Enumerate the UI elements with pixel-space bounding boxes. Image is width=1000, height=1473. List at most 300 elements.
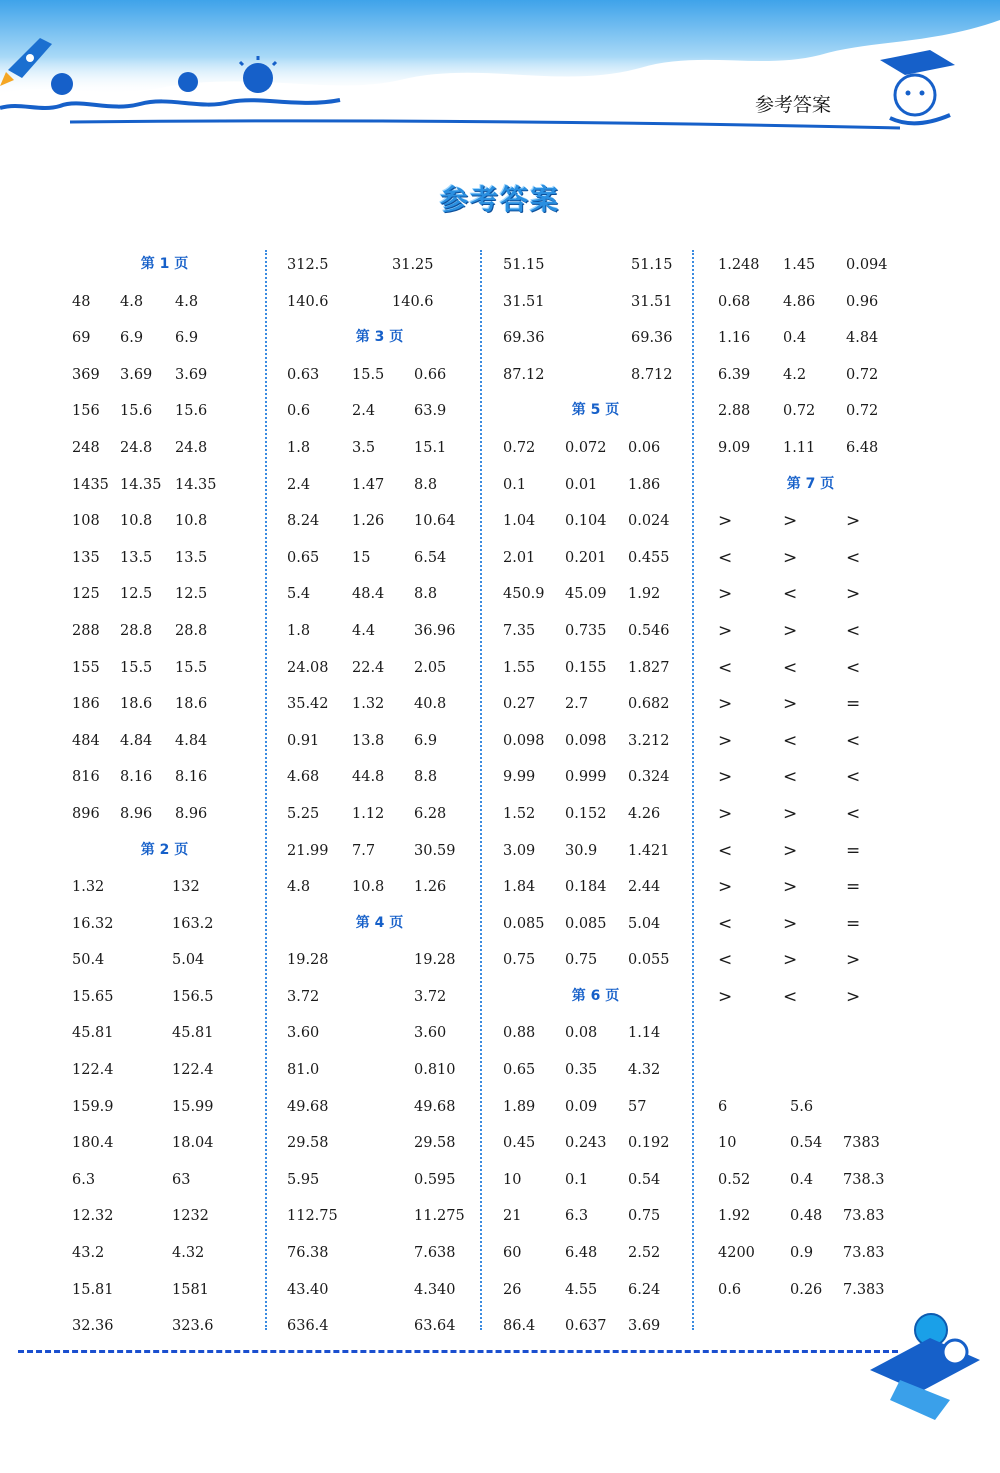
answer-cell: 13.8 (352, 732, 385, 749)
answer-cell: 5.4 (287, 586, 311, 603)
answer-row (503, 1165, 688, 1202)
answer-cell: 48 (72, 293, 91, 310)
answer-cell: 0.66 (414, 366, 447, 383)
answer-cell: 0.54 (628, 1171, 661, 1188)
answer-cell: 2.05 (414, 659, 447, 676)
answer-cell: 15.1 (414, 439, 447, 456)
answer-row (287, 1055, 472, 1092)
answer-cell: 1.04 (503, 513, 536, 530)
answer-cell: 3.60 (287, 1025, 320, 1042)
comparison-symbol: > (718, 877, 733, 898)
answer-row (503, 433, 688, 470)
answer-row (287, 1275, 472, 1312)
answer-cell: 60 (503, 1245, 522, 1262)
answer-cell: 1.92 (718, 1208, 751, 1225)
answer-row (287, 433, 472, 470)
comparison-row (718, 945, 903, 982)
answer-cell: 0.810 (414, 1062, 456, 1079)
column-divider (480, 250, 482, 1330)
answer-cell: 1.8 (287, 622, 311, 639)
answer-cell: 0.098 (565, 732, 607, 749)
answer-cell: 7.383 (843, 1281, 885, 1298)
answer-cell: 5.25 (287, 805, 320, 822)
answer-row (718, 1092, 903, 1129)
answer-cell: 8.712 (631, 366, 673, 383)
header-banner (0, 0, 1000, 140)
answer-cell: 484 (72, 732, 100, 749)
graduate-mascot-icon (880, 50, 955, 123)
answer-cell: 3.69 (628, 1318, 661, 1335)
footer-mascot-icon (860, 1330, 1000, 1473)
comparison-symbol: < (718, 950, 733, 971)
answer-row (503, 872, 688, 909)
answer-cell: 31.25 (392, 257, 434, 273)
answer-row (72, 799, 257, 836)
answer-row (287, 1201, 472, 1238)
answer-row (287, 689, 472, 726)
answer-cell: 36.96 (414, 622, 456, 639)
answer-column-3 (503, 250, 688, 1348)
answer-cell: 14.35 (175, 476, 217, 493)
section-heading: 第 5 页 (571, 402, 620, 419)
answer-cell: 1.32 (72, 879, 105, 896)
answer-row (503, 909, 688, 946)
answer-cell: 45.81 (72, 1025, 114, 1042)
answer-cell: 1.92 (628, 586, 661, 603)
answer-cell: 0.88 (503, 1025, 536, 1042)
answer-row (287, 1311, 472, 1348)
comparison-row (718, 982, 903, 1019)
answer-column-2 (287, 250, 472, 1348)
answer-cell: 4.4 (352, 622, 376, 639)
answer-cell: 69.36 (503, 330, 545, 347)
answer-row (72, 689, 257, 726)
answer-row (287, 543, 472, 580)
footer-dashed-line (18, 1350, 898, 1353)
answer-row (718, 433, 903, 470)
page-title: 参考答案 (439, 183, 560, 216)
answer-row (287, 1238, 472, 1275)
answer-cell: 0.155 (565, 659, 607, 676)
answer-cell: 8.24 (287, 513, 320, 530)
answer-row (503, 1092, 688, 1129)
answer-cell: 0.055 (628, 952, 670, 969)
answer-cell: 0.72 (846, 403, 879, 420)
answer-cell: 135 (72, 549, 100, 566)
comparison-symbol: < (846, 547, 861, 568)
answer-cell: 0.201 (565, 549, 607, 566)
answer-cell: 8.96 (175, 805, 208, 822)
answer-cell: 156.5 (172, 988, 214, 1005)
answer-row (718, 1055, 903, 1092)
answer-cell: 4.2 (783, 366, 807, 383)
answer-cell: 10 (718, 1135, 737, 1152)
answer-row (503, 689, 688, 726)
answer-cell: 87.12 (503, 366, 545, 383)
answer-cell: 63.64 (414, 1318, 456, 1335)
answer-row (72, 470, 257, 507)
comparison-symbol: = (846, 913, 861, 934)
answer-cell: 4.32 (172, 1245, 205, 1262)
answer-cell: 76.38 (287, 1245, 329, 1262)
answer-row (72, 579, 257, 616)
answer-row (72, 1018, 257, 1055)
answer-row (72, 1238, 257, 1275)
comparison-symbol: < (783, 584, 798, 605)
answer-row (503, 1238, 688, 1275)
answer-cell: 288 (72, 622, 100, 639)
answer-cell: 2.01 (503, 549, 536, 566)
answer-cell: 0.52 (718, 1171, 751, 1188)
answer-row (287, 726, 472, 763)
answer-cell: 10.8 (120, 513, 153, 530)
answer-cell: 0.4 (790, 1171, 814, 1188)
answer-cell: 28.8 (175, 622, 208, 639)
answer-cell: 2.52 (628, 1245, 661, 1262)
answer-cell: 26 (503, 1281, 522, 1298)
answer-row (718, 396, 903, 433)
answer-row (72, 1092, 257, 1129)
answer-cell: 15.81 (72, 1281, 114, 1298)
answer-cell: 0.63 (287, 366, 320, 383)
answer-cell: 4.8 (175, 293, 199, 310)
answer-cell: 125 (72, 586, 100, 603)
answer-cell: 7.638 (414, 1245, 456, 1262)
comparison-symbol: < (718, 657, 733, 678)
answer-cell: 31.51 (631, 293, 673, 310)
answer-cell: 4.68 (287, 769, 320, 786)
answer-cell: 49.68 (287, 1098, 329, 1115)
answer-cell: 3.69 (175, 366, 208, 383)
answer-cell: 4.55 (565, 1281, 598, 1298)
section-heading (718, 1018, 903, 1055)
comparison-symbol: < (783, 986, 798, 1007)
answer-cell: 51.15 (631, 257, 673, 273)
answer-cell: 112.75 (287, 1208, 338, 1225)
answer-cell: 0.96 (846, 293, 879, 310)
comparison-symbol: > (783, 803, 798, 824)
answer-row (287, 250, 472, 287)
answer-cell: 636.4 (287, 1318, 329, 1335)
answer-row (287, 1092, 472, 1129)
section-heading: 第 3 页 (355, 329, 404, 346)
answer-row (503, 616, 688, 653)
answer-cell: 1.26 (352, 513, 385, 530)
answer-row (72, 726, 257, 763)
answer-cell: 0.243 (565, 1135, 607, 1152)
answer-row (718, 360, 903, 397)
answer-cell: 4.8 (120, 293, 144, 310)
section-heading: 第 2 页 (140, 841, 189, 858)
answer-cell: 0.104 (565, 513, 607, 530)
answer-cell: 7383 (843, 1135, 880, 1152)
column-divider (265, 250, 267, 1330)
answer-row (72, 323, 257, 360)
answer-row (72, 872, 257, 909)
answer-cell: 3.69 (120, 366, 153, 383)
answer-cell: 8.8 (414, 769, 438, 786)
comparison-symbol: > (783, 694, 798, 715)
answer-cell: 0.999 (565, 769, 607, 786)
answer-cell: 35.42 (287, 696, 329, 713)
answer-cell: 29.58 (287, 1135, 329, 1152)
answer-cell: 81.0 (287, 1062, 320, 1079)
answer-row (72, 1275, 257, 1312)
answer-cell: 0.01 (565, 476, 598, 493)
answer-row (503, 1311, 688, 1348)
answer-cell: 0.4 (783, 330, 807, 347)
answer-cell: 8.8 (414, 476, 438, 493)
comparison-symbol: > (783, 950, 798, 971)
comparison-symbol: < (783, 767, 798, 788)
answer-cell: 7.35 (503, 622, 536, 639)
answer-cell: 0.75 (628, 1208, 661, 1225)
answer-cell: 5.6 (790, 1098, 814, 1115)
answer-cell: 6.48 (846, 439, 879, 456)
answer-row (503, 1055, 688, 1092)
comparison-symbol: > (846, 950, 861, 971)
answer-cell: 43.40 (287, 1281, 329, 1298)
answer-cell: 43.2 (72, 1245, 105, 1262)
answer-row (503, 799, 688, 836)
answer-cell: 9.99 (503, 769, 536, 786)
answer-cell: 1.89 (503, 1098, 536, 1115)
answer-cell: 0.1 (503, 476, 527, 493)
answer-row (503, 1018, 688, 1055)
answer-cell: 159.9 (72, 1098, 114, 1115)
comparison-symbol: < (846, 803, 861, 824)
answer-row (72, 616, 257, 653)
answer-cell: 10.64 (414, 513, 456, 530)
answer-cell: 0.26 (790, 1281, 823, 1298)
answer-cell: 0.682 (628, 696, 670, 713)
answer-row (72, 1201, 257, 1238)
answer-cell: 8.8 (414, 586, 438, 603)
answer-cell: 3.5 (352, 439, 376, 456)
comparison-symbol: > (783, 913, 798, 934)
comparison-row (718, 506, 903, 543)
answer-row (287, 1018, 472, 1055)
answer-cell: 57 (628, 1098, 647, 1115)
answer-cell: 1.827 (628, 659, 670, 676)
answer-cell: 1.52 (503, 805, 536, 822)
answer-row (287, 1165, 472, 1202)
answer-cell: 12.32 (72, 1208, 114, 1225)
answer-cell: 816 (72, 769, 100, 786)
answer-cell: 163.2 (172, 915, 214, 932)
comparison-row (718, 762, 903, 799)
comparison-row (718, 616, 903, 653)
answer-cell: 6.39 (718, 366, 751, 383)
comparison-row (718, 579, 903, 616)
answer-cell: 0.48 (790, 1208, 823, 1225)
answer-cell: 9.09 (718, 439, 751, 456)
answer-cell: 3.212 (628, 732, 670, 749)
answer-cell: 0.72 (783, 403, 816, 420)
answer-cell: 1.8 (287, 439, 311, 456)
comparison-symbol: < (718, 840, 733, 861)
answer-cell: 0.094 (846, 257, 888, 273)
comparison-symbol: > (783, 840, 798, 861)
answer-row (718, 1165, 903, 1202)
answer-row (72, 360, 257, 397)
answer-cell: 0.072 (565, 439, 607, 456)
answer-row (503, 836, 688, 873)
answer-cell: 0.75 (503, 952, 536, 969)
answer-cell: 10 (503, 1171, 522, 1188)
answer-cell: 24.8 (120, 439, 153, 456)
answer-row (72, 506, 257, 543)
answer-cell: 0.152 (565, 805, 607, 822)
answer-cell: 24.08 (287, 659, 329, 676)
answer-cell: 1.12 (352, 805, 385, 822)
answer-cell: 155 (72, 659, 100, 676)
answer-row (503, 726, 688, 763)
answer-cell: 0.085 (503, 915, 545, 932)
answer-row (718, 1128, 903, 1165)
comparison-symbol: > (783, 547, 798, 568)
answer-cell: 29.58 (414, 1135, 456, 1152)
answer-row (72, 1165, 257, 1202)
answer-cell: 15.5 (120, 659, 153, 676)
answer-cell: 1435 (72, 476, 109, 493)
answer-row (718, 1238, 903, 1275)
comparison-row (718, 909, 903, 946)
answer-cell: 15.99 (172, 1098, 214, 1115)
answer-cell: 11.275 (414, 1208, 465, 1225)
answer-cell: 1.55 (503, 659, 536, 676)
comparison-symbol: < (718, 547, 733, 568)
answer-row (503, 1201, 688, 1238)
answer-cell: 4.8 (287, 879, 311, 896)
answer-cell: 5.04 (628, 915, 661, 932)
answer-row (718, 287, 903, 324)
answer-cell: 8.16 (120, 769, 153, 786)
comparison-symbol: < (718, 913, 733, 934)
answer-cell: 1.84 (503, 879, 536, 896)
section-heading: 第 7 页 (786, 475, 835, 492)
answer-cell: 369 (72, 366, 100, 383)
answer-cell: 49.68 (414, 1098, 456, 1115)
answer-row (503, 579, 688, 616)
answer-cell: 1.14 (628, 1025, 661, 1042)
answer-cell: 14.35 (120, 476, 162, 493)
answer-row (287, 396, 472, 433)
answer-row (72, 909, 257, 946)
answer-cell: 1232 (172, 1208, 209, 1225)
comparison-symbol: = (846, 877, 861, 898)
answer-cell: 122.4 (72, 1062, 114, 1079)
answer-row (503, 543, 688, 580)
answer-cell: 30.9 (565, 842, 598, 859)
answer-cell: 1.47 (352, 476, 385, 493)
answer-cell: 4.84 (120, 732, 153, 749)
answer-row (287, 762, 472, 799)
answer-cell: 180.4 (72, 1135, 114, 1152)
answer-cell: 0.6 (287, 403, 311, 420)
comparison-row (718, 836, 903, 873)
comparison-symbol: > (846, 511, 861, 532)
answer-cell: 450.9 (503, 586, 545, 603)
answer-cell: 6.28 (414, 805, 447, 822)
answer-cell: 0.9 (790, 1245, 814, 1262)
comparison-symbol: < (846, 657, 861, 678)
answer-cell: 1.16 (718, 330, 751, 347)
comparison-row (718, 799, 903, 836)
answer-row (287, 799, 472, 836)
answer-row (72, 1128, 257, 1165)
answer-cell: 31.51 (503, 293, 545, 310)
answer-cell: 323.6 (172, 1318, 214, 1335)
answer-cell: 15.5 (352, 366, 385, 383)
answer-cell: 32.36 (72, 1318, 114, 1335)
answer-cell: 15.6 (175, 403, 208, 420)
answer-row (287, 360, 472, 397)
answer-row (72, 945, 257, 982)
section-heading: 第 1 页 (140, 256, 189, 272)
answer-cell: 10.8 (175, 513, 208, 530)
answer-cell: 4.26 (628, 805, 661, 822)
answer-cell: 0.08 (565, 1025, 598, 1042)
answer-cell: 1.11 (783, 439, 816, 456)
answer-cell: 3.09 (503, 842, 536, 859)
comparison-symbol: < (783, 730, 798, 751)
answer-cell: 0.735 (565, 622, 607, 639)
answer-cell: 108 (72, 513, 100, 530)
answer-row (72, 433, 257, 470)
answer-cell: 6.3 (565, 1208, 589, 1225)
answer-row (72, 1055, 257, 1092)
answer-cell: 0.72 (503, 439, 536, 456)
answer-cell: 2.4 (287, 476, 311, 493)
answer-row (718, 1201, 903, 1238)
answer-cell: 0.35 (565, 1062, 598, 1079)
answer-cell: 1.45 (783, 257, 816, 273)
answer-row (503, 1275, 688, 1312)
answer-row (287, 506, 472, 543)
answer-cell: 16.32 (72, 915, 114, 932)
comparison-symbol: > (846, 986, 861, 1007)
answer-cell: 0.085 (565, 915, 607, 932)
answer-cell: 3.60 (414, 1025, 447, 1042)
answer-row (503, 1128, 688, 1165)
answer-row (72, 1311, 257, 1348)
comparison-row (718, 872, 903, 909)
answer-cell: 7.7 (352, 842, 376, 859)
answer-cell: 1.421 (628, 842, 670, 859)
answer-cell: 0.65 (503, 1062, 536, 1079)
answer-cell: 15.6 (120, 403, 153, 420)
answer-cell: 28.8 (120, 622, 153, 639)
answer-row (503, 762, 688, 799)
answer-cell: 22.4 (352, 659, 385, 676)
column-divider (692, 250, 694, 1330)
comparison-symbol: = (846, 840, 861, 861)
answer-cell: 0.595 (414, 1171, 456, 1188)
answer-cell: 0.1 (565, 1171, 589, 1188)
answer-row (72, 543, 257, 580)
answer-cell: 122.4 (172, 1062, 214, 1079)
answer-cell: 0.184 (565, 879, 607, 896)
comparison-symbol: > (718, 511, 733, 532)
comparison-symbol: < (846, 620, 861, 641)
answer-cell: 8.96 (120, 805, 153, 822)
answer-row (287, 616, 472, 653)
answer-row (503, 945, 688, 982)
answer-cell: 312.5 (287, 257, 329, 273)
answer-cell: 5.95 (287, 1171, 320, 1188)
answer-cell: 0.637 (565, 1318, 607, 1335)
